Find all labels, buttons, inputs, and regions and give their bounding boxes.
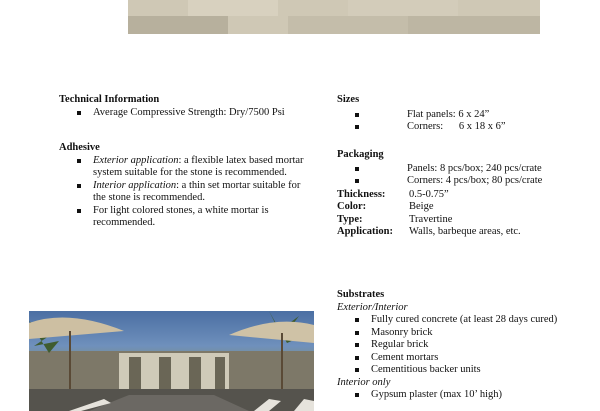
list-item: Fully cured concrete (at least 28 days cured) — [337, 314, 599, 327]
adhesive-heading: Adhesive — [59, 142, 100, 153]
list-item: Panels: 8 pcs/box; 240 pcs/crate — [337, 163, 597, 176]
spec-label: Thickness: — [337, 188, 386, 200]
spec-row-application — [337, 226, 597, 239]
list-item: Regular brick — [337, 339, 599, 352]
spec-table — [337, 189, 597, 239]
item-text: : a flexible latex based mortar system suitable for the stone is recommended. — [93, 154, 304, 178]
list-item: Cement mortars — [337, 352, 599, 365]
spec-value: Travertine — [409, 213, 453, 225]
list-item: Masonry brick — [337, 327, 599, 340]
adhesive-section — [59, 142, 309, 230]
spec-label: Application: — [337, 226, 394, 237]
patio-illustration — [29, 311, 314, 411]
technical-heading: Technical Information — [59, 94, 160, 105]
item-text: For light colored stones, a white mortar is recommended. — [93, 204, 269, 228]
spec-value: 0.5-0.75” — [409, 188, 449, 200]
list-item — [59, 155, 309, 180]
list-item — [59, 205, 309, 230]
spec-label: Color: — [337, 201, 367, 212]
sizes-section — [337, 94, 597, 134]
patio-photo — [29, 311, 314, 411]
spec-label: Type: — [337, 213, 363, 225]
item-text: : a thin set mortar suitable for the stone is recommended. — [93, 179, 301, 203]
list-item: Gypsum plaster (max 10’ high) — [337, 389, 599, 402]
sizes-heading: Sizes — [337, 94, 360, 105]
stone-wall-photo — [128, 0, 540, 34]
item-emphasis: Exterior application — [93, 154, 179, 166]
spec-row-thickness — [337, 189, 597, 202]
list-item: Corners: 6 x 18 x 6” — [337, 121, 597, 134]
list-item: Flat panels: 6 x 24” — [337, 109, 597, 122]
substrates-section — [337, 289, 599, 402]
packaging-heading: Packaging — [337, 149, 384, 160]
list-item — [59, 180, 309, 205]
list-item: Cementitious backer units — [337, 364, 599, 377]
item-emphasis: Interior application — [93, 179, 177, 191]
spec-value: Beige — [409, 201, 434, 212]
list-item: Corners: 4 pcs/box; 80 pcs/crate — [337, 175, 597, 188]
substrates-heading: Substrates — [337, 289, 385, 300]
packaging-section — [337, 149, 597, 239]
technical-section — [59, 94, 309, 119]
list-item: Average Compressive Strength: Dry/7500 Psi — [59, 107, 309, 120]
exterior-interior-label: Exterior/Interior — [337, 301, 408, 313]
spec-row-color — [337, 201, 597, 214]
spec-row-type — [337, 214, 597, 227]
interior-only-label: Interior only — [337, 376, 391, 388]
spec-value: Walls, barbeque areas, etc. — [409, 226, 521, 237]
